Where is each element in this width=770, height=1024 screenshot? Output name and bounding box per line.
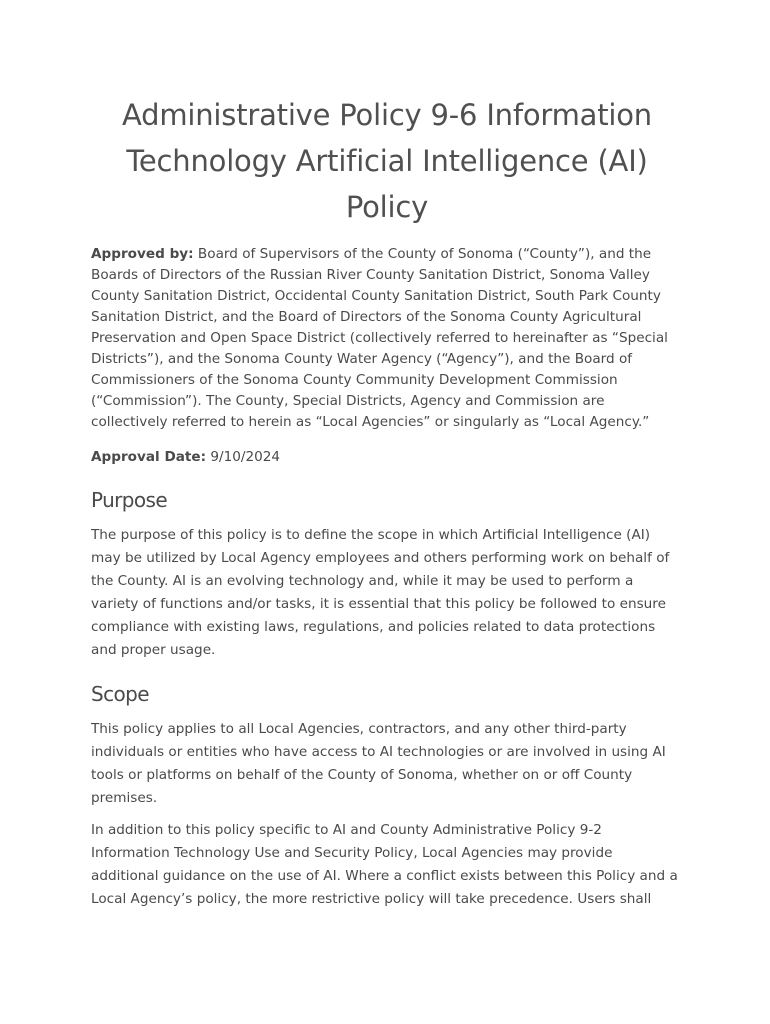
approval-date-value: 9/10/2024	[206, 449, 281, 465]
approval-date-paragraph	[91, 447, 683, 468]
scope-paragraph-2: In addition to this policy specific to AI and County Administrative Policy 9-2 Information Technology Use and Security Policy, Local Agencies may provide additional guidance on the use of AI. Where a conflict exists between this Policy and a Local Agency’s policy, the more restrictive policy will take precedence. Users shall	[91, 822, 678, 907]
document-page	[91, 92, 683, 920]
approved-by-label: Approved by:	[91, 246, 194, 262]
purpose-paragraph: The purpose of this policy is to define the scope in which Artificial Intelligence (AI) may be utilized by Local Agency employees and others performing work on behalf of the County. AI is an evolving technology and, while it may be used to perform a variety of functions and/or tasks, it is essential that this policy be followed to ensure compliance with existing laws, regulations, and policies related to data protections and proper usage.	[91, 527, 670, 658]
approved-by-text: Board of Supervisors of the County of Sonoma (“County”), and the Boards of Directors of the Russian River County Sanitation District, Sonoma Valley County Sanitation District, Occidental County Sanitation District, South Park County Sanitation District, and the Board of Directors of the Sonoma County Agricultural Preservation and Open Space District (collectively referred to hereinafter as “Special Districts”), and the Sonoma County Water Agency (“Agency”), and the Board of Commissioners of the Sonoma County Community Development Commission (“Commission”). The County, Special Districts, Agency and Commission are collectively referred to herein as “Local Agencies” or singularly as “Local Agency.”	[91, 246, 668, 430]
document-title: Administrative Policy 9-6 Information Technology Artificial Intelligence (AI) Policy	[122, 98, 652, 224]
scope-paragraph-1: This policy applies to all Local Agencies, contractors, and any other third-party individuals or entities who have access to AI technologies or are involved in using AI tools or platforms on behalf of the County of Sonoma, whether on or off County premises.	[91, 721, 666, 806]
scope-heading: Scope	[91, 682, 149, 706]
approved-by-paragraph	[91, 244, 683, 433]
approval-date-label: Approval Date:	[91, 449, 207, 465]
purpose-heading: Purpose	[91, 488, 168, 512]
